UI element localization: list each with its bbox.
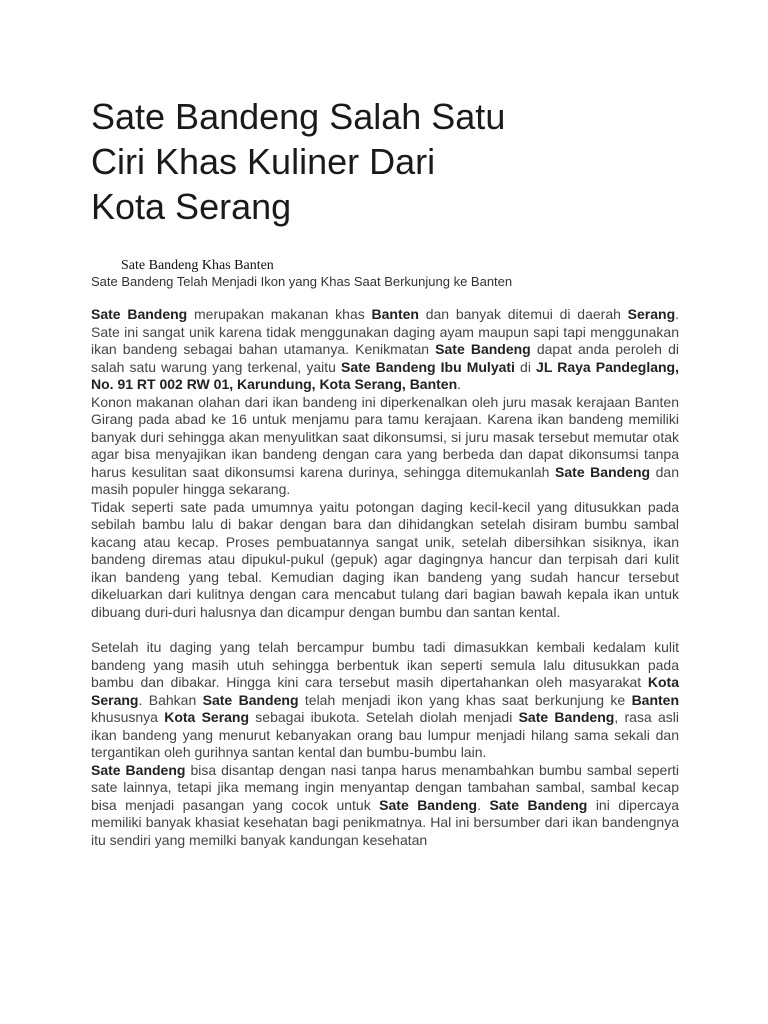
- title-line: Ciri Khas Kuliner Dari: [91, 141, 436, 182]
- bold-keyword: Banten: [631, 691, 680, 708]
- paragraph-text: .: [457, 376, 462, 392]
- title-line: Sate Bandeng Salah Satu: [91, 96, 506, 137]
- bold-keyword: Sate Bandeng: [489, 796, 588, 813]
- bold-keyword: Sate Bandeng: [555, 463, 651, 480]
- bold-keyword: Sate Bandeng Ibu Mulyati: [341, 358, 515, 375]
- bold-keyword: Kota Serang: [91, 674, 679, 708]
- bold-keyword: Serang: [627, 306, 676, 322]
- article-subtitle: Sate Bandeng Telah Menjadi Ikon yang Khas Saat Berkunjung ke Banten: [91, 274, 513, 289]
- article-title: [91, 94, 651, 229]
- paragraph-text: di: [514, 358, 537, 375]
- paragraph-text: merupakan makanan khas: [187, 306, 372, 322]
- paragraph-text: dan banyak ditemui di daerah: [418, 306, 628, 322]
- paragraph-text: Tidak seperti sate pada umumnya yaitu potongan daging kecil-kecil yang ditusukkan pada sebilah bambu lalu di bakar dengan bara dan dihidangkan setelah disiram bumbu sambal kacang atau kecap. Proses pembuatannya sangat unik, setelah dibersihkan sisiknya, ikan bandeng diremas atau dipukul-pukul (gepuk) agar dagingnya hancur dan terpisah dari kulit ikan bandeng yang tebal. Kemudian daging ikan bandeng yang sudah hancur tersebut dikeluarkan dari kulitnya dengan cara mencabut tulang dari bagian bawah kepala ikan untuk dibuang duri-duri halusnya dan dicampur dengan bumbu dan santan kental.: [91, 498, 679, 620]
- paragraph-text: ini dipercaya memiliki banyak khasiat kesehatan bagi penikmatnya. Hal ini bersumber dari ikan bandengnya itu sendiri yang memilki banyak kandungan kesehatan: [91, 796, 679, 848]
- bold-keyword: Kota Serang: [164, 709, 250, 725]
- paragraph-text: Konon makanan olahan dari ikan bandeng ini diperkenalkan oleh juru masak kerajaan Banten Girang pada abad ke 16 untuk menjamu para tamu kerajaan. Karena ikan bandeng memiliki banyak duri sehingga akan menyulitkan saat dikonsumsi, si juru masak tersebut memutar otak agar bisa menyajikan ikan bandeng dengan cara yang berbeda dan dapat dikonsumsi tanpa harus kesulitan saat dikonsumsi karena durinya, sehingga ditemukanlah: [91, 393, 679, 480]
- paragraph-text: dan masih populer hingga sekarang.: [91, 463, 679, 497]
- bold-keyword: Sate Bandeng: [91, 761, 186, 778]
- paragraph-text: khususnya: [91, 709, 165, 725]
- body-paragraph: [91, 762, 679, 850]
- paragraph-text: bisa disantap dengan nasi tanpa harus menambahkan bumbu sambal seperti sate lainnya, tetapi jika memang ingin menyantap dengan tambahan sambal, sambal kecap bisa menjadi pasangan yang cocok untuk: [91, 761, 679, 813]
- body-paragraph: [91, 499, 679, 622]
- paragraph-text: .: [477, 796, 490, 813]
- bold-keyword: Sate Bandeng: [202, 691, 299, 708]
- bold-keyword: Banten: [371, 306, 419, 322]
- paragraph-text: . Sate ini sangat unik karena tidak menggunakan daging ayam maupun sapi tapi menggunakan ikan bandeng sebagai bahan utamanya. Kenikmatan: [91, 306, 680, 357]
- paragraph-text: , rasa asli ikan bandeng yang menurut kebanyakan orang bau lumpur menjadi hilang sama sekali dan tergantikan oleh gurihnya santan kental dan bumbu-bumbu lain.: [91, 709, 679, 760]
- paragraph-text: . Bahkan: [138, 691, 203, 708]
- bold-keyword: Sate Bandeng: [379, 796, 478, 813]
- paragraph-text: sebagai ibukota. Setelah diolah menjadi: [249, 709, 519, 725]
- title-line: Kota Serang: [91, 186, 292, 227]
- bold-keyword: Sate Bandeng: [518, 709, 615, 725]
- body-paragraph: [91, 394, 679, 499]
- bold-keyword: JL Raya Pandeglang, No. 91 RT 002 RW 01, Karundung, Kota Serang, Banten: [91, 358, 679, 392]
- article-body: [91, 306, 679, 849]
- paragraph-text: dapat anda peroleh di salah satu warung yang terkenal, yaitu: [91, 341, 679, 375]
- paragraph-text: Setelah itu daging yang telah bercampur bumbu tadi dimasukkan kembali kedalam kulit bandeng yang masih utuh sehingga berbentuk ikan seperti semula lalu ditusukkan pada bambu dan dibakar. Hingga kini cara tersebut masih dipertahankan oleh masyarakat: [91, 639, 679, 690]
- body-paragraph: [91, 306, 679, 394]
- bold-keyword: Sate Bandeng: [435, 341, 531, 357]
- body-paragraph: [91, 639, 679, 762]
- image-caption: Sate Bandeng Khas Banten: [121, 258, 274, 273]
- bold-keyword: Sate Bandeng: [91, 306, 188, 322]
- paragraph-text: telah menjadi ikon yang khas saat berkunjung ke: [298, 691, 632, 708]
